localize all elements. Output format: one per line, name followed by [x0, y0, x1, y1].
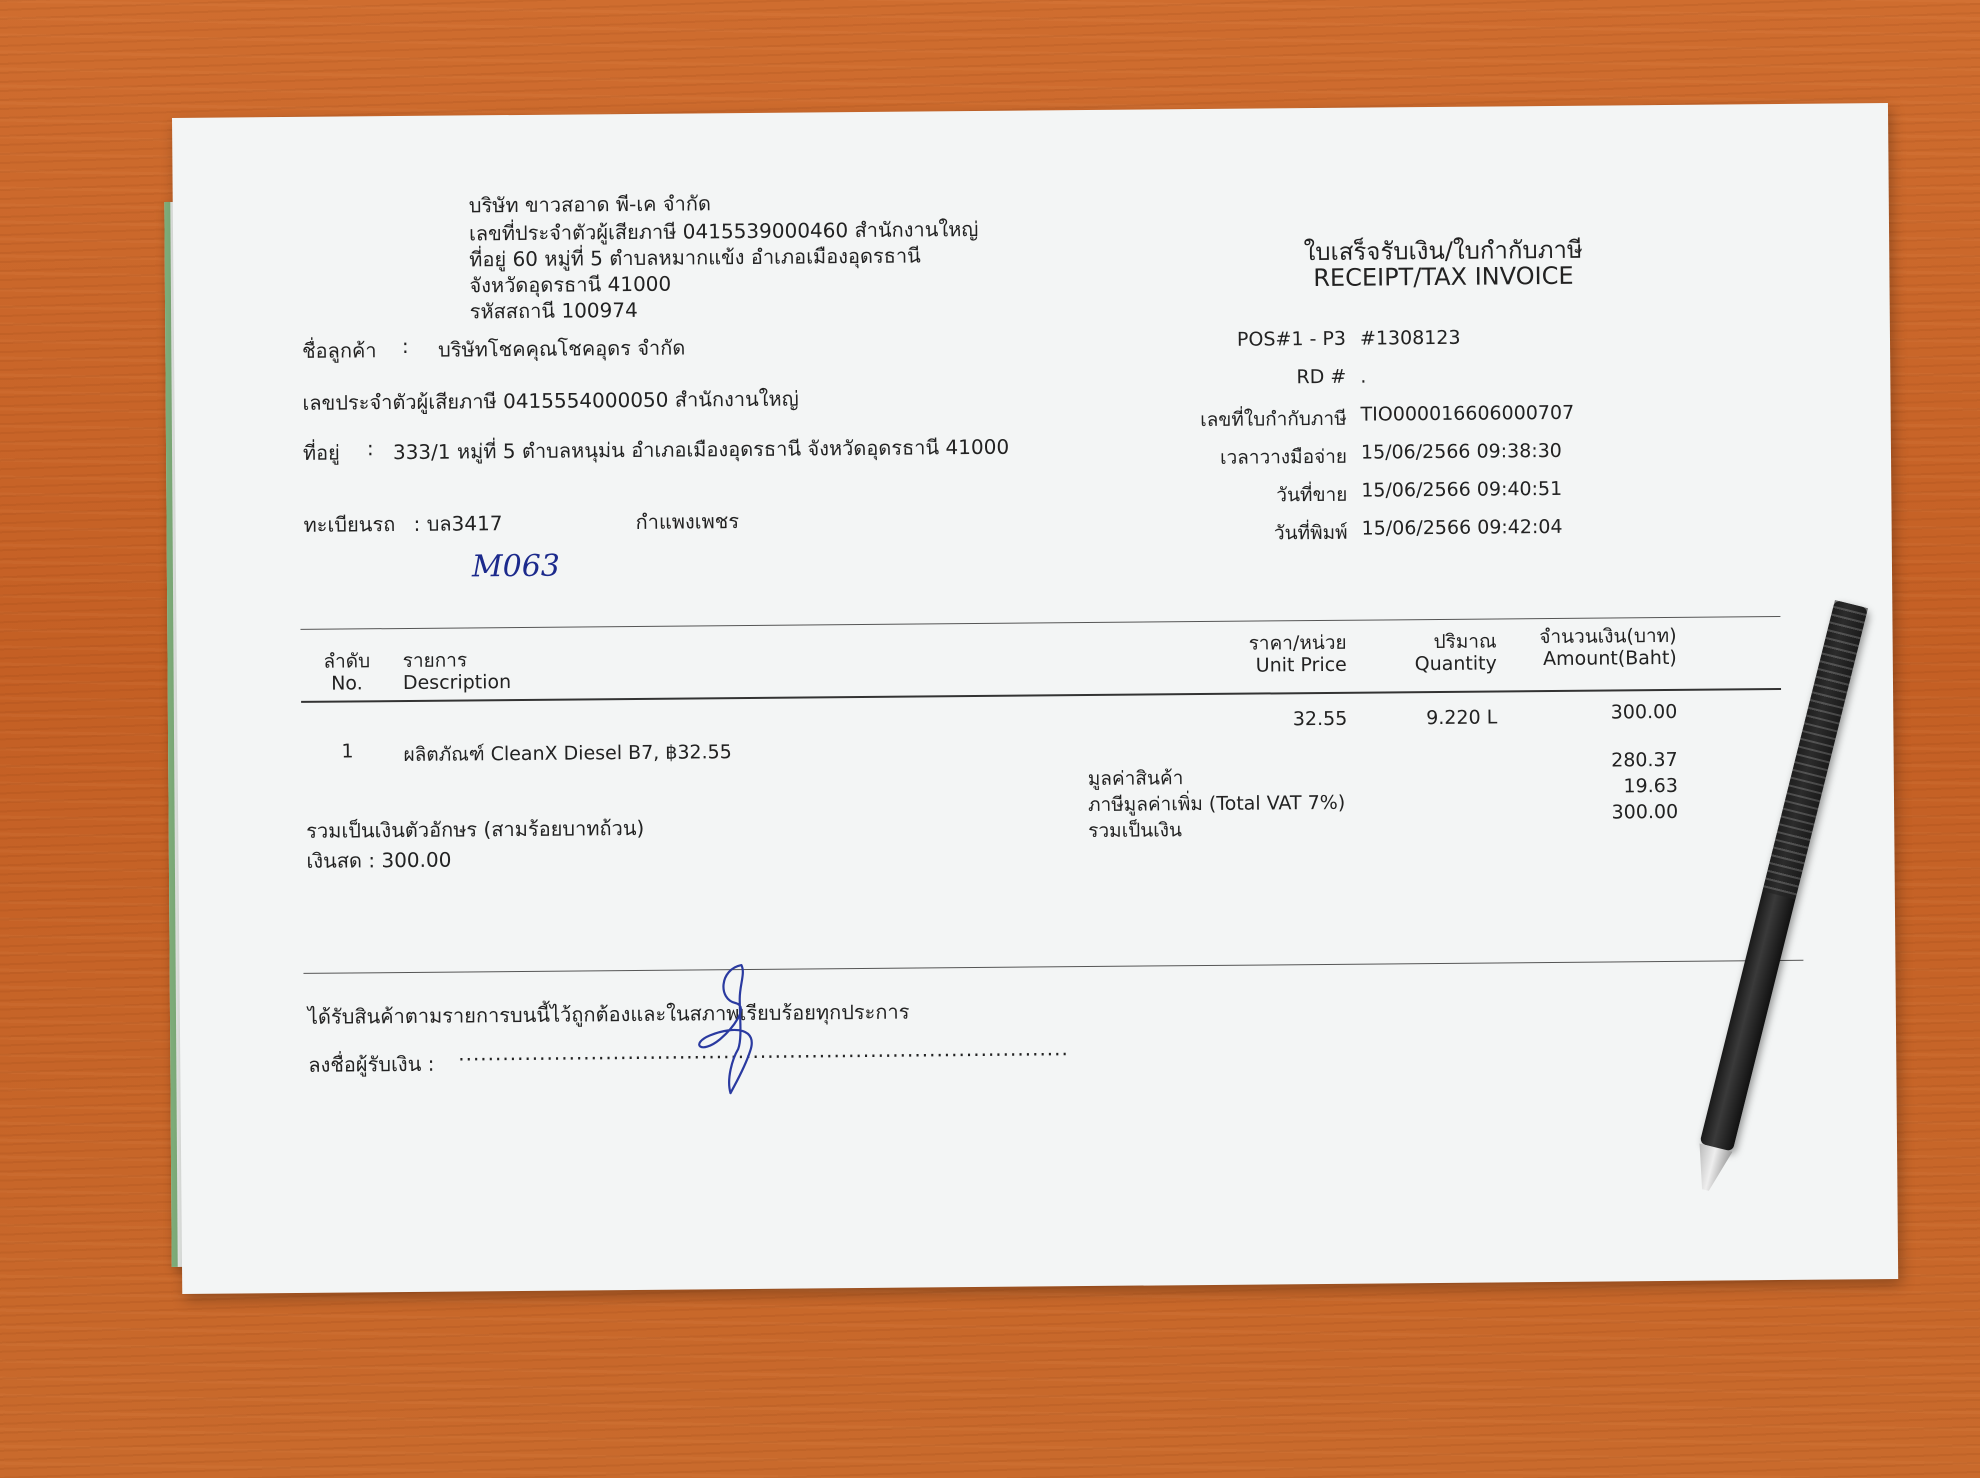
meta-label-rd: RD #: [1296, 365, 1347, 389]
row-description: ผลิตภัณฑ์ CleanX Diesel B7, ฿32.55: [403, 741, 732, 767]
doc-title-thai: ใบเสร็จรับเงิน/ใบกำกับภาษี: [1303, 235, 1583, 267]
company-tax-id: เลขที่ประจำตัวผู้เสียภาษี 0415539000460 สำนักงานใหญ่: [468, 216, 979, 246]
grand-total-label: รวมเป็นเงิน: [1088, 819, 1183, 843]
header-desc-en: Description: [402, 671, 512, 695]
meta-value-invoice-no: TIO000016606000707: [1360, 401, 1575, 426]
vat-label: ภาษีมูลค่าเพิ่ม (Total VAT 7%): [1087, 791, 1346, 817]
header-price-en: Unit Price: [1255, 653, 1347, 677]
customer-name-label: ชื่อลูกค้า: [301, 338, 377, 363]
cash-paid: เงินสด : 300.00: [306, 847, 452, 873]
signature-scribble: [679, 959, 790, 1100]
meta-label-nozzle-time: เวลาวางมือจ่าย: [1219, 445, 1348, 469]
signature-label: ลงชื่อผู้รับเงิน :: [308, 1051, 435, 1077]
meta-value-rd: .: [1360, 365, 1367, 388]
header-desc-th: รายการ: [402, 649, 468, 673]
header-no-th: ลำดับ: [323, 650, 371, 673]
row-no: 1: [341, 740, 354, 763]
vehicle-label: ทะเบียนรถ: [303, 512, 396, 537]
header-qty-th: ปริมาณ: [1433, 630, 1497, 654]
header-qty-en: Quantity: [1414, 652, 1497, 676]
total-in-words: รวมเป็นเงินตัวอักษร (สามร้อยบาทถ้วน): [306, 815, 645, 843]
meta-label-sale-date: วันที่ขาย: [1276, 483, 1348, 507]
doc-title-english: RECEIPT/TAX INVOICE: [1313, 261, 1574, 293]
row-amount: 300.00: [1610, 700, 1678, 724]
receipt-paper: [172, 103, 1898, 1294]
goods-value: 280.37: [1611, 748, 1678, 772]
customer-tax-id: เลขประจำตัวผู้เสียภาษี 0415554000050 สำนักงานใหญ่: [302, 386, 799, 415]
grand-total-value: 300.00: [1611, 800, 1679, 824]
customer-address-label: ที่อยู่: [302, 440, 340, 465]
meta-value-sale-date: 15/06/2566 09:40:51: [1361, 477, 1563, 502]
header-no-en: No.: [331, 672, 363, 695]
meta-value-print-date: 15/06/2566 09:42:04: [1361, 515, 1563, 540]
customer-name: บริษัทโชคคุณโชคอุดร จำกัด: [437, 335, 686, 362]
header-amount-th: จำนวนเงิน(บาท): [1539, 624, 1677, 649]
company-name: บริษัท ขาวสอาด พี-เค จำกัด: [468, 191, 711, 218]
row-unit-price: 32.55: [1292, 707, 1348, 731]
customer-address: 333/1 หมู่ที่ 5 ตำบลหนุม่น อำเภอเมืองอุดรธานี จังหวัดอุดรธานี 41000: [392, 434, 1010, 465]
meta-label-print-date: วันที่พิมพ์: [1273, 521, 1348, 545]
handwritten-note: M063: [471, 548, 561, 585]
header-amount-en: Amount(Baht): [1543, 646, 1677, 671]
vehicle-province: กำแพงเพชร: [635, 509, 740, 534]
meta-value-pos: #1308123: [1359, 326, 1461, 350]
received-statement: ได้รับสินค้าตามรายการบนนี้ไว้ถูกต้องและในสภาพเรียบร้อยทุกประการ: [307, 999, 910, 1029]
meta-label-pos: POS#1 - P3: [1236, 327, 1347, 351]
signature-line: ...................................................................................: [458, 1036, 1069, 1066]
customer-name-colon: :: [401, 333, 409, 359]
customer-address-colon: :: [366, 436, 374, 461]
meta-value-nozzle-time: 15/06/2566 09:38:30: [1360, 439, 1562, 464]
vat-value: 19.63: [1623, 774, 1678, 798]
table-header-rule: [301, 688, 1781, 703]
vehicle-plate: : บล3417: [413, 511, 503, 536]
row-quantity: 9.220 L: [1426, 706, 1498, 730]
meta-label-invoice-no: เลขที่ใบกำกับภาษี: [1200, 407, 1347, 432]
footer-rule: [303, 960, 1803, 974]
header-price-th: ราคา/หน่วย: [1248, 631, 1347, 655]
company-address-line2: จังหวัดอุดรธานี 41000: [469, 271, 672, 298]
goods-value-label: มูลค่าสินค้า: [1087, 767, 1184, 791]
company-address-line1: ที่อยู่ 60 หมู่ที่ 5 ตำบลหมากแข้ง อำเภอเมืองอุดรธานี: [469, 243, 921, 272]
company-station-code: รหัสสถานี 100974: [469, 297, 638, 324]
